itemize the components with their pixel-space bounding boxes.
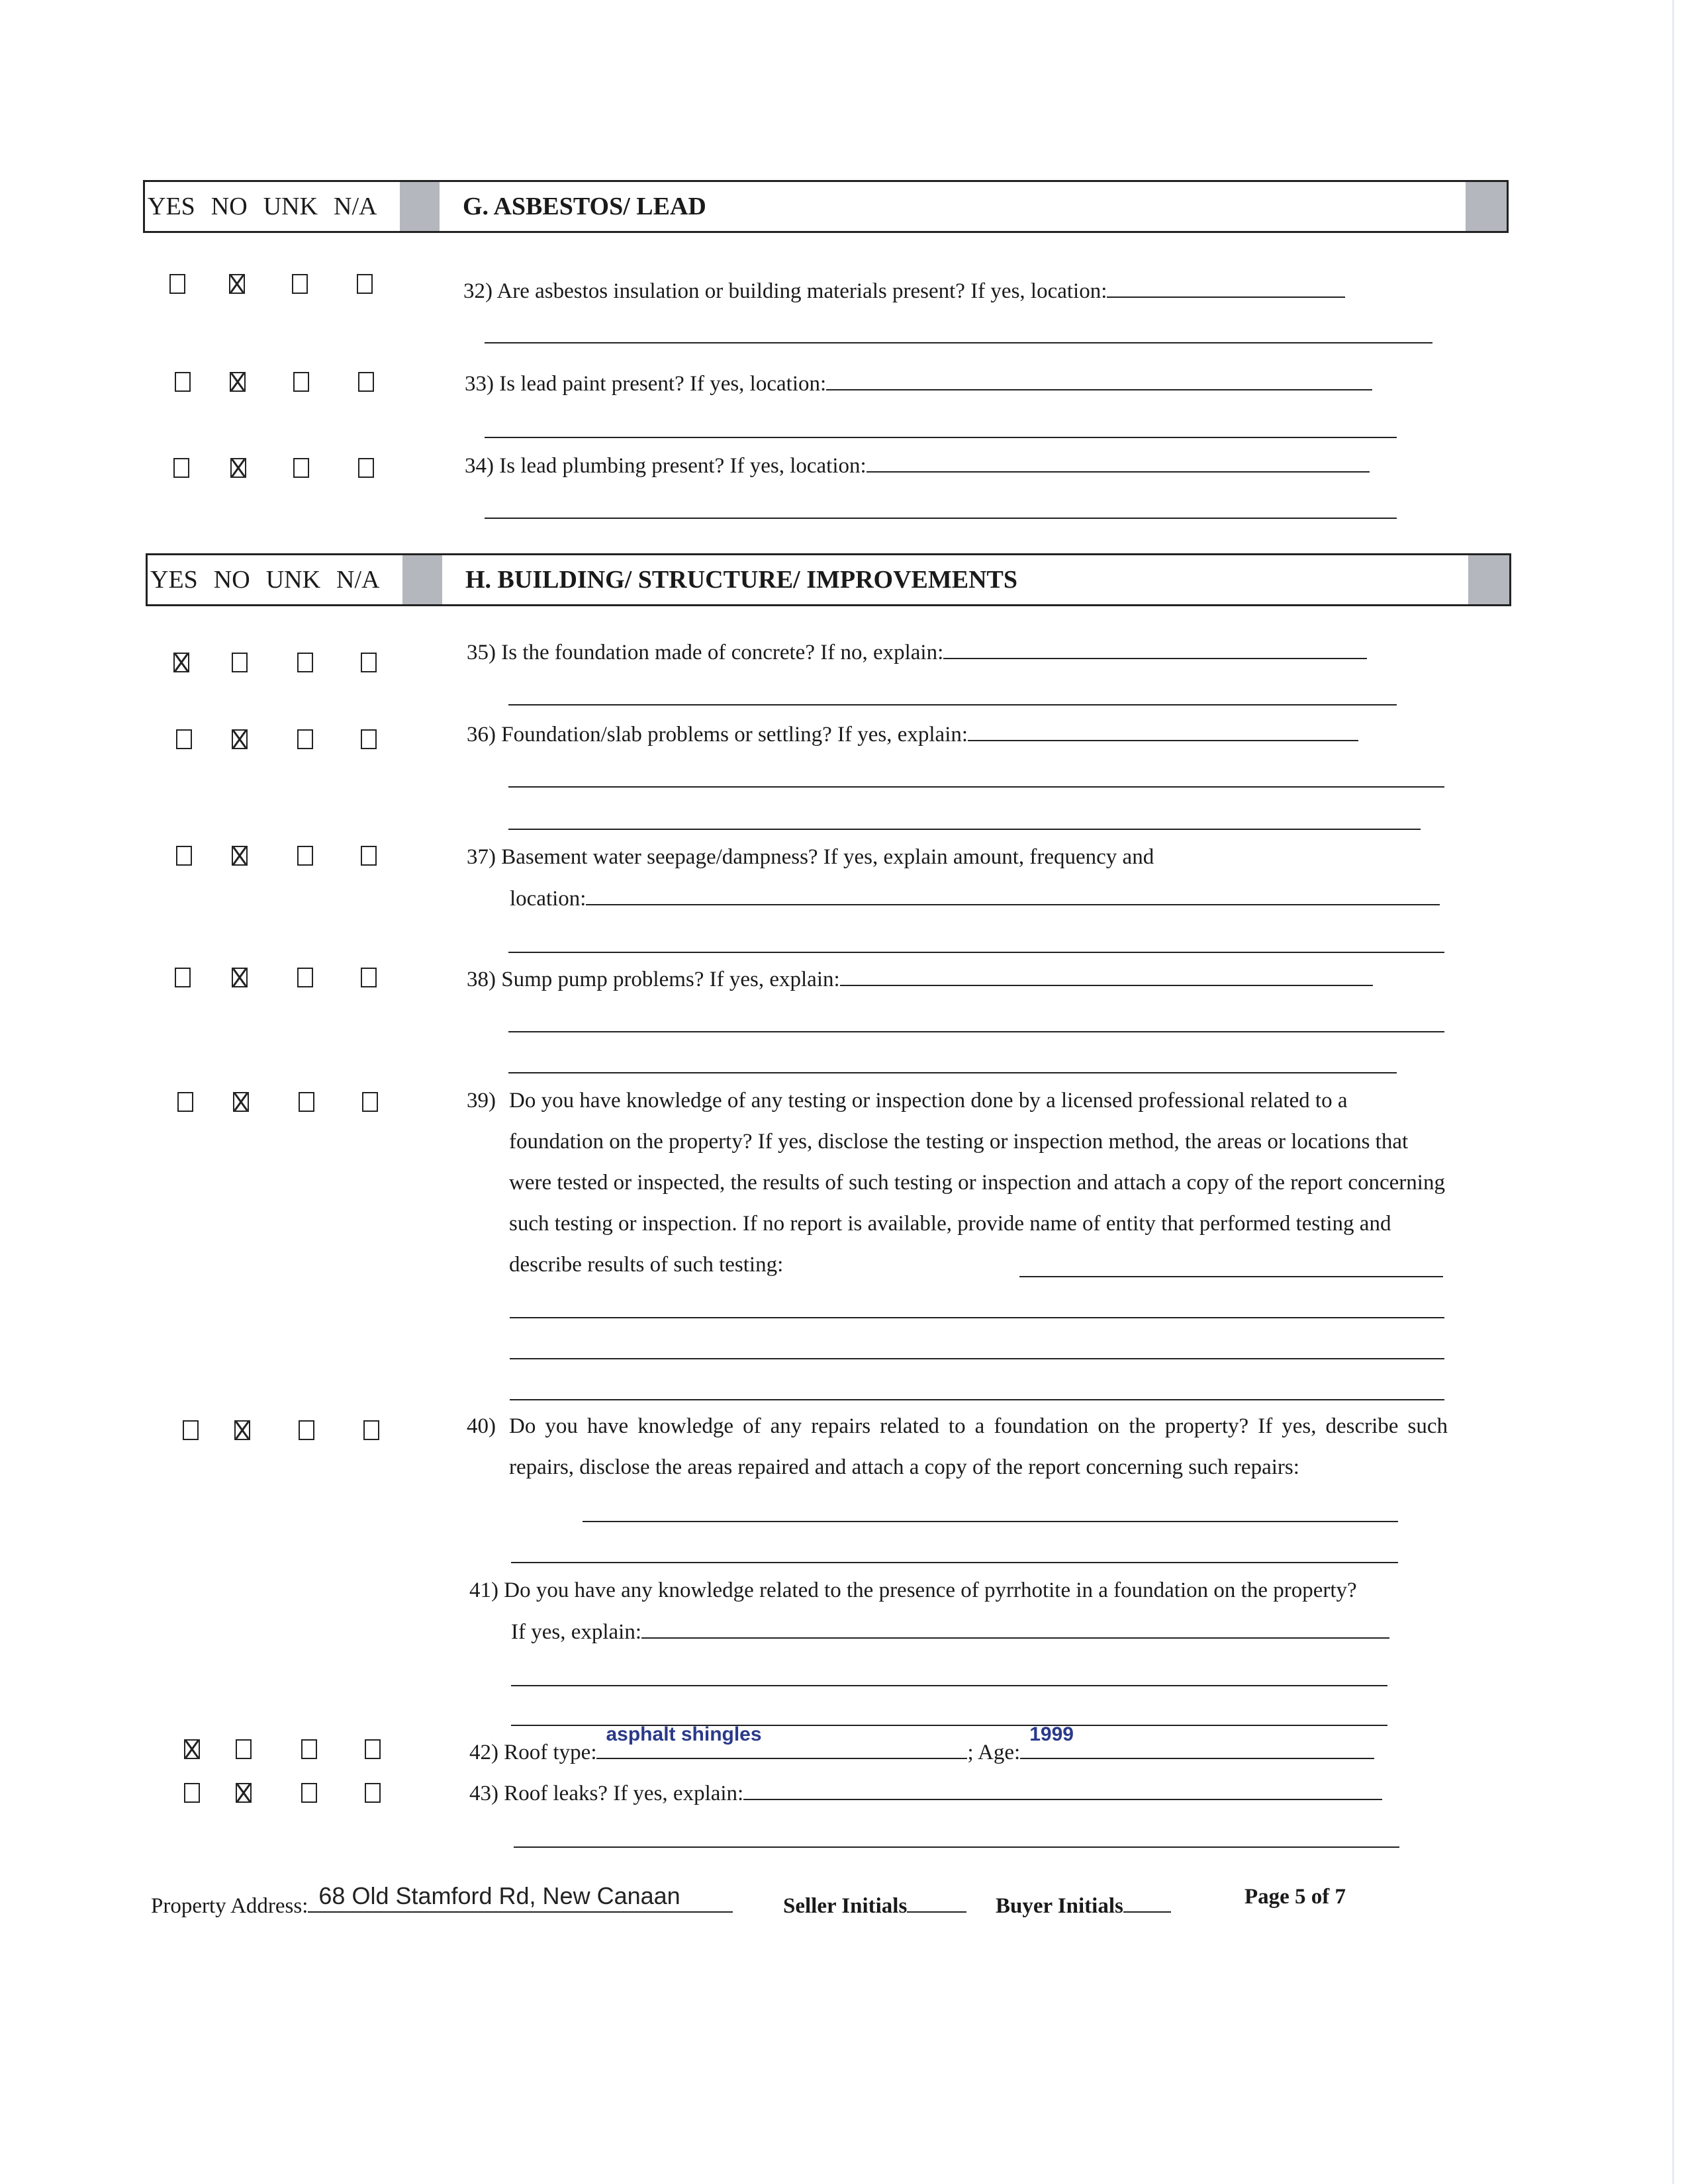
q35 xyxy=(467,631,1367,673)
page-number-text: Page 5 of 7 xyxy=(1244,1885,1346,1909)
column-headers xyxy=(148,182,393,231)
header-shade-right xyxy=(1466,182,1507,231)
q38-text: Sump pump problems? If yes, explain: xyxy=(501,968,840,991)
q41-text-line2: If yes, explain: xyxy=(511,1620,642,1644)
col-no: NO xyxy=(213,566,250,594)
q36-answer-line-2[interactable] xyxy=(508,786,1444,788)
column-headers-h xyxy=(150,555,395,604)
q40-no-checkbox[interactable] xyxy=(234,1420,250,1440)
q41-answer-line-2[interactable] xyxy=(511,1685,1387,1686)
q40 xyxy=(467,1406,1448,1488)
q42-number: 42) xyxy=(469,1741,498,1764)
col-yes: YES xyxy=(148,193,195,220)
col-unk: UNK xyxy=(263,193,318,220)
q33-answer-line-2[interactable] xyxy=(485,437,1397,438)
q43-yes-checkbox[interactable] xyxy=(184,1783,200,1803)
q34-unk-checkbox[interactable] xyxy=(293,458,309,478)
q33-number: 33) xyxy=(465,372,494,396)
q35-na-checkbox[interactable] xyxy=(361,653,377,672)
q38-answer-line-3[interactable] xyxy=(508,1072,1397,1073)
q40-text: Do you have knowledge of any repairs related to a foundation on the property? If yes, describe such repairs, disclose the areas repaired and attach a copy of the report concerning such repairs: xyxy=(509,1414,1448,1479)
header-shade-right xyxy=(1468,555,1509,604)
q35-number: 35) xyxy=(467,641,496,664)
q39-na-checkbox[interactable] xyxy=(362,1092,378,1112)
q33-text: Is lead paint present? If yes, location: xyxy=(499,372,827,396)
q39-answer-line-1[interactable] xyxy=(1019,1276,1443,1277)
q36-no-checkbox[interactable] xyxy=(232,729,248,749)
q40-yes-checkbox[interactable] xyxy=(183,1420,199,1440)
q33-answer-field[interactable] xyxy=(826,363,1372,390)
q39-unk-checkbox[interactable] xyxy=(299,1092,314,1112)
header-shade xyxy=(402,555,442,604)
q38-answer-line-2[interactable] xyxy=(508,1031,1444,1032)
section-h-title: H. BUILDING/ STRUCTURE/ IMPROVEMENTS xyxy=(465,566,1017,594)
q35-unk-checkbox[interactable] xyxy=(297,653,313,672)
q39 xyxy=(467,1080,1446,1285)
address-label: Property Address: xyxy=(151,1894,308,1918)
q37-yes-checkbox[interactable] xyxy=(176,846,192,866)
footer-address xyxy=(151,1882,733,1919)
q43-number: 43) xyxy=(469,1782,498,1805)
q38-no-checkbox[interactable] xyxy=(232,968,248,987)
col-yes: YES xyxy=(150,566,198,594)
q39-text: Do you have knowledge of any testing or inspection done by a licensed professional related to a foundation on the property? If yes, disclose the testing or inspection method, the areas or locations that were tested or inspected, the results of such testing or inspection and attach a copy of the report concerning such testing or inspection. If no report is available, provide name of entity that performed testing and describe results of such testing: xyxy=(509,1089,1445,1277)
q38-yes-checkbox[interactable] xyxy=(175,968,191,987)
q43 xyxy=(469,1772,1382,1814)
q32-answer-line-2[interactable] xyxy=(485,342,1432,343)
q41 xyxy=(469,1570,1357,1611)
q34-yes-checkbox[interactable] xyxy=(173,458,189,478)
section-g-title: G. ASBESTOS/ LEAD xyxy=(463,193,706,220)
q40-unk-checkbox[interactable] xyxy=(299,1420,314,1440)
q33-unk-checkbox[interactable] xyxy=(293,372,309,392)
q38-answer-field[interactable] xyxy=(840,958,1373,986)
address-value: 68 Old Stamford Rd, New Canaan xyxy=(318,1882,680,1909)
page-edge xyxy=(1672,0,1674,2184)
q36 xyxy=(467,713,1358,755)
q38 xyxy=(467,958,1373,1000)
q43-answer-field[interactable] xyxy=(743,1772,1382,1800)
q37-number: 37) xyxy=(467,845,496,869)
q33-no-checkbox[interactable] xyxy=(230,372,246,392)
q36-na-checkbox[interactable] xyxy=(361,729,377,749)
q33-na-checkbox[interactable] xyxy=(358,372,374,392)
q32-answer-field[interactable] xyxy=(1107,270,1345,298)
q42-roof-type-label: Roof type: xyxy=(504,1741,597,1764)
q42-roof-type-field[interactable] xyxy=(596,1723,967,1759)
footer-buyer-initials xyxy=(996,1885,1171,1919)
col-na: N/A xyxy=(336,566,380,594)
q41-text-line1: Do you have any knowledge related to the presence of pyrrhotite in a foundation on the property? xyxy=(504,1578,1357,1602)
q42-age-field[interactable] xyxy=(1020,1723,1374,1759)
q32-number: 32) xyxy=(463,279,492,303)
q37-answer-line-2[interactable] xyxy=(508,952,1444,953)
q42-age-value: 1999 xyxy=(1029,1723,1074,1745)
q34-answer-field[interactable] xyxy=(867,445,1370,473)
q34-answer-line-2[interactable] xyxy=(485,518,1397,519)
q43-answer-line-2[interactable] xyxy=(514,1846,1399,1848)
q37-unk-checkbox[interactable] xyxy=(297,846,313,866)
q36-unk-checkbox[interactable] xyxy=(297,729,313,749)
q42-yes-checkbox[interactable] xyxy=(184,1739,200,1759)
q37-na-checkbox[interactable] xyxy=(361,846,377,866)
q34 xyxy=(465,445,1370,486)
q32-yes-checkbox[interactable] xyxy=(169,274,185,294)
q38-na-checkbox[interactable] xyxy=(361,968,377,987)
col-no: NO xyxy=(211,193,248,220)
q33 xyxy=(465,363,1372,404)
seller-initials-label: Seller Initials xyxy=(783,1894,908,1918)
q37-line2 xyxy=(510,878,1440,919)
q39-answer-line-3[interactable] xyxy=(510,1358,1444,1359)
q37-no-checkbox[interactable] xyxy=(232,846,248,866)
seller-initials-field[interactable] xyxy=(907,1885,966,1913)
q35-answer-field[interactable] xyxy=(943,631,1367,659)
q43-na-checkbox[interactable] xyxy=(365,1783,381,1803)
q39-answer-line-2[interactable] xyxy=(510,1317,1444,1318)
col-unk: UNK xyxy=(265,566,321,594)
q38-unk-checkbox[interactable] xyxy=(297,968,313,987)
q40-answer-line-1[interactable] xyxy=(583,1521,1398,1522)
buyer-initials-field[interactable] xyxy=(1123,1885,1171,1913)
q37 xyxy=(467,837,1154,878)
q36-answer-field[interactable] xyxy=(968,713,1358,741)
q32-text: Are asbestos insulation or building materials present? If yes, location: xyxy=(496,279,1107,303)
q38-number: 38) xyxy=(467,968,496,991)
q37-text-line1: Basement water seepage/dampness? If yes, explain amount, frequency and xyxy=(501,845,1154,869)
address-field[interactable] xyxy=(308,1882,733,1913)
q41-line2 xyxy=(511,1611,1389,1653)
q32-no-checkbox[interactable] xyxy=(229,274,245,294)
q32 xyxy=(463,270,1345,312)
q43-no-checkbox[interactable] xyxy=(236,1783,252,1803)
q32-unk-checkbox[interactable] xyxy=(292,274,308,294)
q37-text-line2: location: xyxy=(510,887,586,911)
q36-text: Foundation/slab problems or settling? If yes, explain: xyxy=(501,723,968,747)
q40-na-checkbox[interactable] xyxy=(363,1420,379,1440)
buyer-initials-label: Buyer Initials xyxy=(996,1894,1123,1918)
section-g-header xyxy=(143,180,1509,233)
q35-answer-line-2[interactable] xyxy=(508,704,1397,705)
q36-number: 36) xyxy=(467,723,496,747)
header-shade xyxy=(400,182,440,231)
q42-na-checkbox[interactable] xyxy=(365,1739,381,1759)
q41-number: 41) xyxy=(469,1578,498,1602)
footer-seller-initials xyxy=(783,1885,966,1919)
q35-text: Is the foundation made of concrete? If no, explain: xyxy=(501,641,944,664)
q41-answer-field[interactable] xyxy=(641,1611,1389,1639)
section-h-header xyxy=(146,553,1511,606)
q37-answer-field[interactable] xyxy=(586,878,1440,905)
q42-no-checkbox[interactable] xyxy=(236,1739,252,1759)
q40-answer-line-2[interactable] xyxy=(511,1562,1398,1563)
q40-number: 40) xyxy=(467,1414,496,1438)
q42-unk-checkbox[interactable] xyxy=(301,1739,317,1759)
q39-number: 39) xyxy=(467,1089,496,1113)
q35-no-checkbox[interactable] xyxy=(232,653,248,672)
q36-yes-checkbox[interactable] xyxy=(176,729,192,749)
page-number xyxy=(1244,1885,1346,1909)
q34-na-checkbox[interactable] xyxy=(358,458,374,478)
q42-age-label: ; Age: xyxy=(967,1741,1021,1764)
col-na: N/A xyxy=(334,193,377,220)
q34-text: Is lead plumbing present? If yes, location: xyxy=(499,454,867,478)
q42-roof-type-value: asphalt shingles xyxy=(606,1723,762,1745)
q32-na-checkbox[interactable] xyxy=(357,274,373,294)
q34-number: 34) xyxy=(465,454,494,478)
q36-answer-line-3[interactable] xyxy=(508,829,1421,830)
q39-answer-line-4[interactable] xyxy=(510,1399,1444,1400)
q35-yes-checkbox[interactable] xyxy=(173,653,189,672)
q39-yes-checkbox[interactable] xyxy=(177,1092,193,1112)
q42 xyxy=(469,1723,1374,1773)
q33-yes-checkbox[interactable] xyxy=(175,372,191,392)
q34-no-checkbox[interactable] xyxy=(230,458,246,478)
q43-unk-checkbox[interactable] xyxy=(301,1783,317,1803)
q43-text: Roof leaks? If yes, explain: xyxy=(504,1782,744,1805)
q39-no-checkbox[interactable] xyxy=(233,1092,249,1112)
